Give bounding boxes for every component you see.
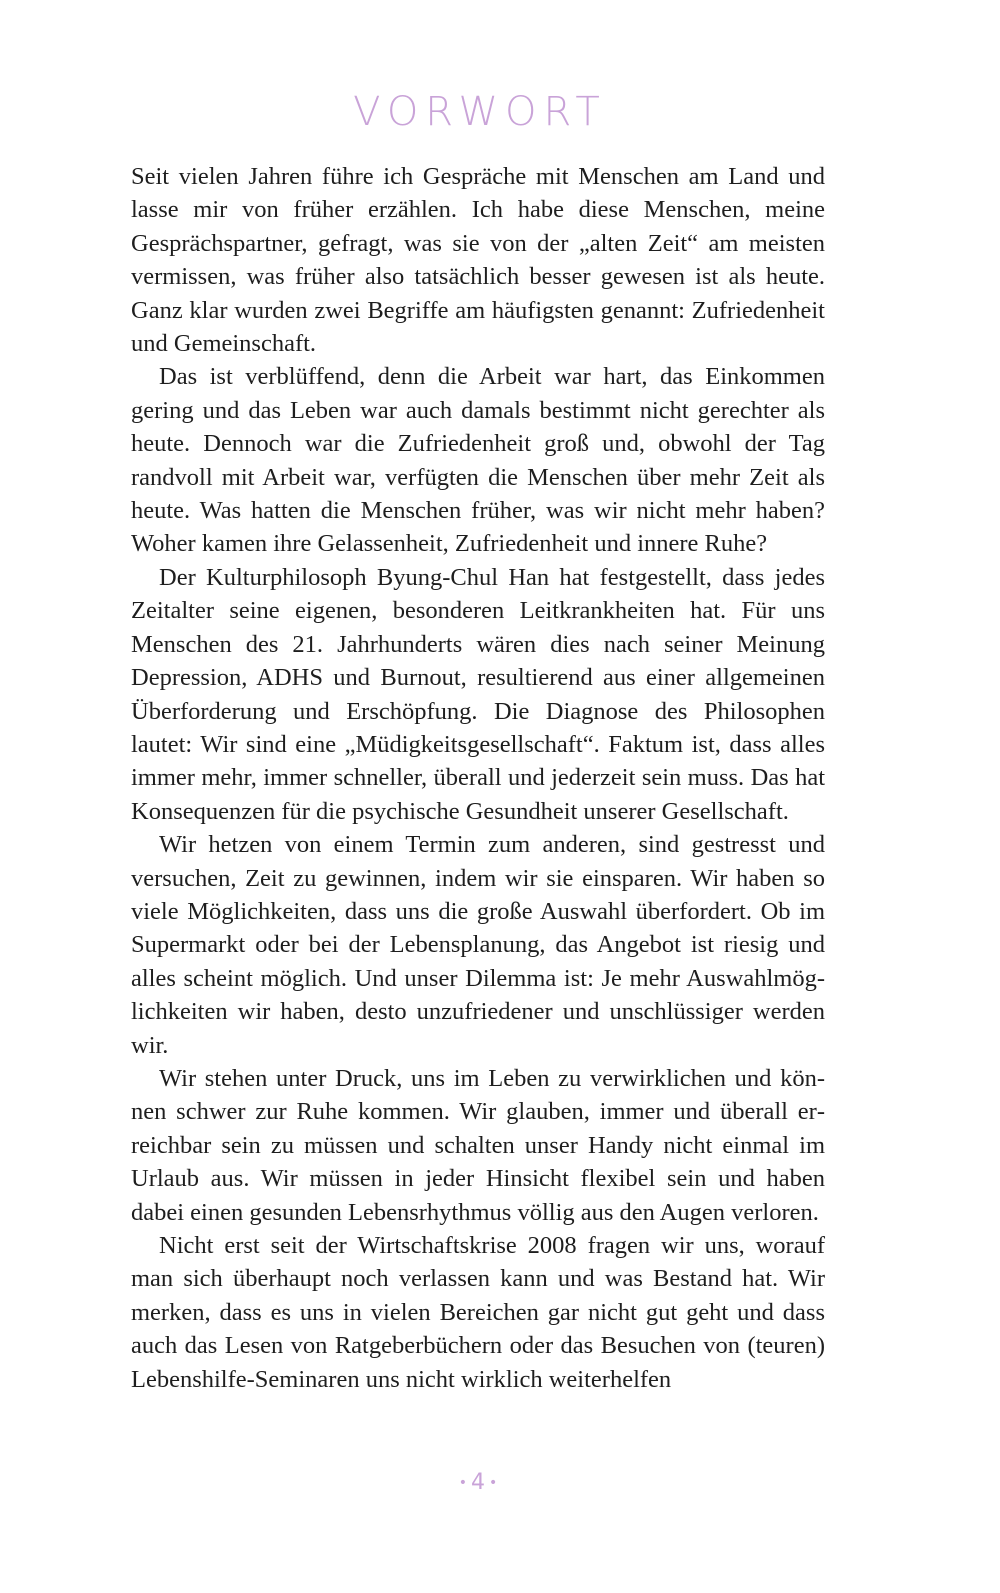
page-number-right-dot: •: [489, 1475, 498, 1491]
page-number: [0, 1470, 956, 1495]
paragraph-4: Wir hetzen von einem Termin zum anderen, sind gestresst und versuchen, Zeit zu gewinnen, indem wir sie einsparen. Wir haben so viele Möglichkeiten, dass uns die große Auswahl überfordert. Ob im Supermarkt oder bei der Lebensplanung, das Angebot ist riesig und alles scheint möglich. Und unser Dilemma ist: Je mehr Auswahlmöglichkeiten wir haben, desto unzufriedener und unschlüssiger werden wir.: [131, 831, 825, 1059]
paragraph-2: Das ist verblüffend, denn die Arbeit war hart, das Einkommen gering und das Leben war auch damals bestimmt nicht gerechter als heute. Dennoch war die Zufriedenheit groß und, obwohl der Tag randvoll mit Arbeit war, verfügten die Menschen über mehr Zeit als heute. Was hatten die Menschen früher, was wir nicht mehr haben? Woher kamen ihre Gelassenheit, Zufriedenheit und innere Ruhe?: [131, 363, 825, 558]
page-number-value: 4: [471, 1470, 485, 1495]
paragraph-5: Wir stehen unter Druck, uns im Leben zu verwirklichen und können schwer zur Ruhe kommen. Wir glauben, immer und überall erreichbar sein zu müssen und schalten unser Handy nicht einmal im Urlaub aus. Wir müssen in jeder Hinsicht flexibel sein und haben dabei einen gesunden Lebensrhythmus völlig aus den Augen verloren.: [131, 1064, 825, 1226]
paragraph-3: Der Kulturphilosoph Byung-Chul Han hat festgestellt, dass jedes Zeitalter seine eigenen, besonderen Leitkrankheiten hat. Für uns Menschen des 21. Jahrhunderts wären dies nach seiner Meinung Depression, ADHS und Burnout, resultierend aus einer allgemeinen Überforderung und Erschöpfung. Die Diagnose des Philosophen lautet: Wir sind eine „Müdigkeitsgesellschaft“. Faktum ist, dass alles immer mehr, immer schneller, überall und jederzeit sein muss. Das hat Konsequenzen für die psychische Gesundheit unserer Gesellschaft.: [131, 563, 825, 825]
body-text: [131, 160, 825, 1396]
page-number-left-dot: •: [458, 1475, 467, 1491]
paragraph-6: Nicht erst seit der Wirtschaftskrise 2008 fragen wir uns, worauf man sich überhaupt noch verlassen kann und was Bestand hat. Wir merken, dass es uns in vielen Bereichen gar nicht gut geht und dass auch das Lesen von Ratgeberbüchern oder das Besuchen von (teuren) Lebenshilfe-Seminaren uns nicht wirklich weiterhelfen: [131, 1232, 825, 1393]
paragraph-1: Seit vielen Jahren führe ich Gespräche mit Menschen am Land und lasse mir von früher erzählen. Ich habe diese Menschen, meine Gesprächspartner, gefragt, was sie von der „alten Zeit“ am meisten vermissen, was früher also tatsächlich besser gewesen ist als heute. Ganz klar wurden zwei Begriffe am häufigsten genannt: Zufriedenheit und Gemeinschaft.: [131, 163, 825, 358]
chapter-title: VORWORT: [353, 88, 607, 135]
